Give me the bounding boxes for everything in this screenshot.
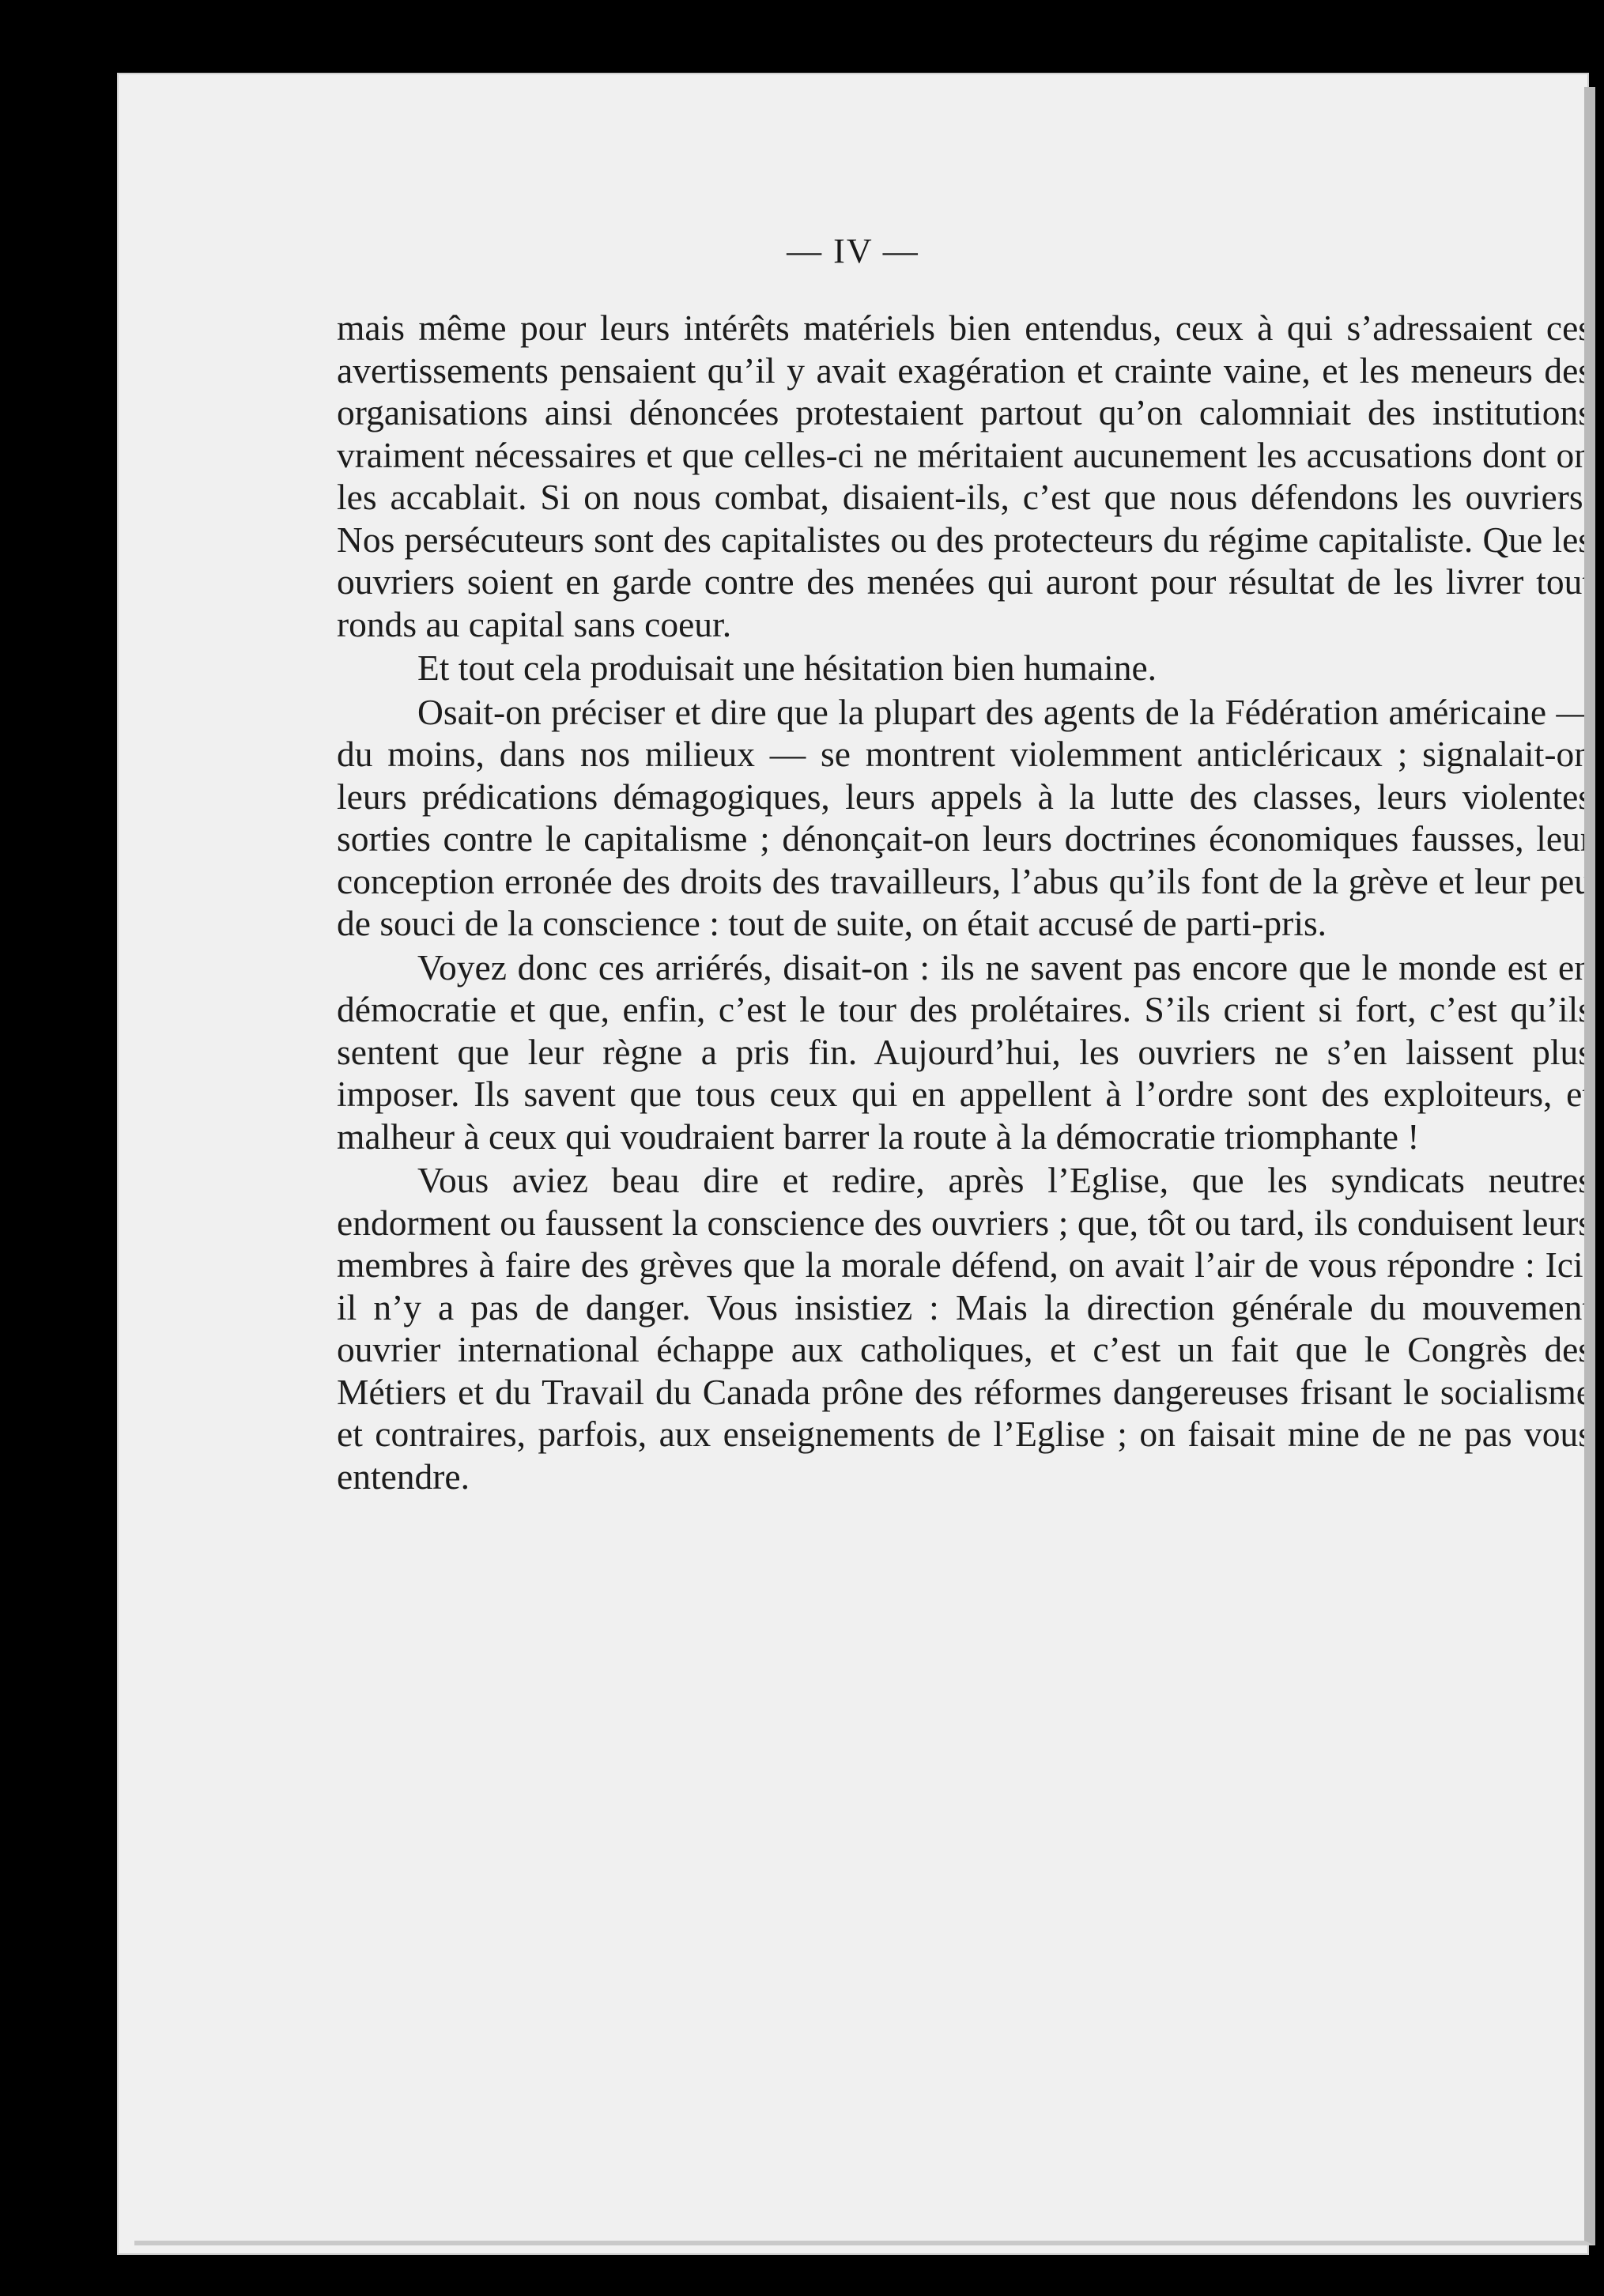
page-number: — IV —	[787, 232, 919, 270]
body-text	[337, 307, 1592, 1499]
book-page	[117, 73, 1592, 2255]
paragraph-2: Et tout cela produisait une hésitation bien humaine.	[417, 648, 1157, 688]
paragraph-3: Osait-on préciser et dire que la plupart des agents de la Fédération américaine — du moins, dans nos milieux — se montrent violemment anticléricaux ; signalait-on leurs prédications démagogiques, leurs appels à la lutte des classes, leurs violentes sorties contre le capitalisme ; dénonçait-on leurs doctrines économiques fausses, leur conception erronée des droits des travailleurs, l’abus qu’ils font de la grève et leur peu de souci de la conscience : tout de suite, on était accusé de parti-pris.	[337, 691, 1592, 943]
paragraph-5: Vous aviez beau dire et redire, après l’Eglise, que les syndicats neutres endorment ou faussent la conscience des ouvriers ; que, tôt ou tard, ils conduisent leurs membres à faire des grèves que la morale défend, on avait l’air de vous répondre : Ici, il n’y a pas de danger. Vous insistiez : Mais la direction générale du mouvement ouvrier international échappe aux catholiques, et c’est un fait que le Congrès des Métiers et du Travail du Canada prône des réformes dangereuses frisant le socialisme et contraires, parfois, aux enseignements de l’Eglise ; on faisait mine de ne pas vous entendre.	[337, 1160, 1592, 1497]
paragraph-4: Voyez donc ces arriérés, disait-on : ils ne savent pas encore que le monde est en démocratie et que, enfin, c’est le tour des prolétaires. S’ils crient si fort, c’est qu’ils sentent que leur règne a pris fin. Aujourd’hui, les ouvriers ne s’en laissent plus imposer. Ils savent que tous ceux qui en appellent à l’ordre sont des exploiteurs, et malheur à ceux qui voudraient barrer la route à la démocratie triomphante !	[337, 946, 1592, 1157]
paragraph-1: mais même pour leurs intérêts matériels bien entendus, ceux à qui s’adressaient ces avertissements pensaient qu’il y avait exagération et crainte vaine, et les meneurs des organisations ainsi dénoncées protestaient partout qu’on calomniait des institutions vraiment nécessaires et que celles-ci ne méritaient aucunement les accusations dont on les accablait. Si on nous combat, disaient-ils, c’est que nous défendons les ouvriers. Nos persécuteurs sont des capitalistes ou des protecteurs du régime capitaliste. Que les ouvriers soient en garde contre des menées qui auront pour résultat de les livrer tout ronds au capital sans coeur.	[337, 308, 1592, 644]
